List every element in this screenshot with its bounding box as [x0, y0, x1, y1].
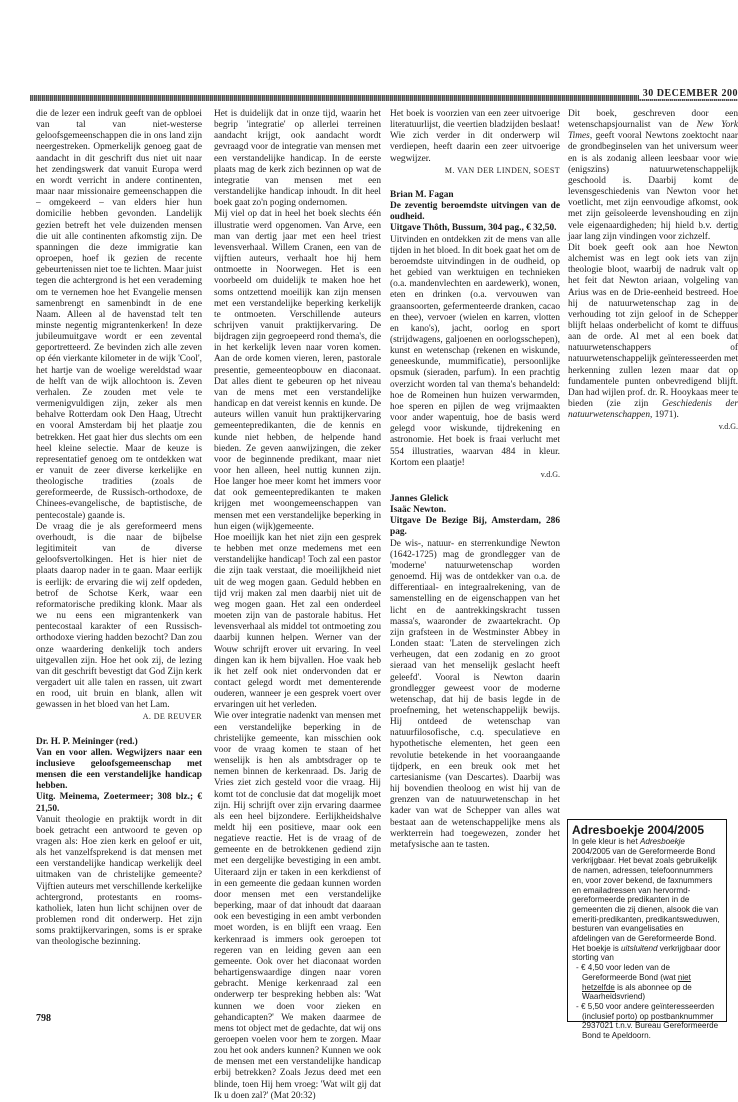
- review-author: Jannes Glelick: [390, 494, 449, 504]
- page-number: 798: [36, 1013, 51, 1024]
- notice-intro: In gele kleur is het Adresboekje 2004/2005 van de Gereformeerde Bond verkrijgbaar. Het bevat zoals gebruikelijk de namen, adressen, telefoonnummers en, voor zover bekend, de faxnummers en emailadressen van hervormd-gereformeerde predikanten in de gemeenten die zij dienen, alsook die van emeriti-predikanten, predikantsweduwen, besturen van evangelisaties en afdelingen van de Gereformeerde Bond. Het boekje is uitsluitend verkrijgbaar door storting van: [572, 837, 721, 963]
- column-1: [36, 109, 202, 949]
- review-body-paragraph: Mij viel op dat in heel het boek slechts één illustratie werd opgenomen. Van Arve, een man van dertig jaar met een heel triest levensverhaal. Willem Cranen, een van de vijftien auteurs, verhaalt hoe hij hem ontmoette in Noorwegen. Het is een voorbeeld om duidelijk te maken hoe het soms ontzettend moeilijk kan zijn mensen met een verstandelijke beperking kerkelijk te ontmoeten. Verschillende auteurs schrijven vanuit praktijkervaring. De bijdragen zijn gegroepeerd rond thema's, die in het kerkelijk leven naar voren komen. Aan de orde komen vieren, leren, pastorale presentie, gemeenteopbouw en diaconaat. Dat alles dient te gebeuren op het niveau van de mens met een verstandelijke handicap en dat vereist kennis en kunde. De auteurs willen vanuit hun praktijkervaring gemeentepredikanten, die de kennis en kunde niet hebben, de helpende hand bieden. Ze geven aanwijzingen, die zeker voor de beginnende predikant, maar niet voor hen alleen, heel nuttig kunnen zijn. Hoe langer hoe meer komt het immers voor dat ook gemeentepredikanten te maken krijgen met woongemeenschappen van mensen met een verstandelijke beperking in hun eigen (wijk)gemeente.: [214, 209, 381, 532]
- column-4: [568, 109, 738, 433]
- price-item: - € 5,50 voor andere geïnteresseerden (inclusief porto) op postbanknummer 2937021 t.n.v. Bureau Gereformeerde Bond te Apeldoorn.: [576, 1001, 719, 1041]
- adresboekje-notice-box: [567, 819, 727, 1041]
- review-signature: A. DE REUVER: [142, 712, 202, 722]
- price-item: - € 4,50 voor leden van de Gereformeerde Bond (wat niet hetzelfde is als abonnee op de Waarheidsvriend): [576, 963, 692, 1002]
- review-header: [36, 737, 202, 815]
- review-publisher: Uitgave De Bezige Bij, Amsterdam, 286 pag.: [390, 516, 560, 538]
- review-body-paragraph: De wis-, natuur- en sterrenkundige Newton (1642-1725) mag de grondlegger van de 'moderne' natuurwetenschap worden genoemd. Hij was de ontdekker van o.a. de differentiaal- en integraalrekening, van de samenstelling en de eigenschappen van het licht en de aantrekkingskracht tussen massa's, waaronder de zwaartekracht. Op zijn grafsteen in de Westminster Abbey in Londen staat: 'Laten de stervelingen zich verheugen, dat een zodanig en zo groot sieraad van het menselijk geslacht heeft geleefd'. Vooral is Newton daarin grondlegger geweest voor de moderne wetenschap, dat hij de basis legde in de proefneming, het wetenschappelijk bewijs. Hij ontdeed de wetenschap van natuurfilosofische, c.q. speculatieve en hypothetische elementen, het geen een revolutie betekende in het vooraangaande tijdperk, en een breuk ook met het cartesianisme (van Descartes). Daarbij was hij bovendien theoloog en wist hij van de grenzen van de natuurwetenschap in het kader van wat de Schepper van alles wat bestaat aan de wetenschappelijke mens als werkterrein had toegewezen, zonder het metafysische aan te tasten.: [390, 538, 560, 850]
- review-body-paragraph: Dit boek, geschreven door een wetenschapsjournalist van de New York Times, geeft vooral Newtons zoektocht naar de grondbeginselen van het universum weer en is als zodanig alleen leesbaar voor wie (enigszins) natuurwetenschappelijk geschoold is. Daarbij komt de levensgeschiedenis van Newton voor het voetlicht, met zijn eenvoudige afkomst, ook met zijn geïsoleerde levenshouding en zijn vele eigenaardigheden; hij hield b.v. dertig jaar lang zijn vindingen voor zichzelf.: [568, 109, 738, 242]
- review-body-paragraph: Het is duidelijk dat in onze tijd, waarin het begrip 'integratie' op allerlei terreinen aandacht krijgt, ook aandacht wordt gevraagd voor de integratie van mensen met een verstandelijke handicap. In de eerste plaats mag de kerk zich bezinnen op wat de integratie van mensen met een verstandelijke handicap inhoudt. In dit heel boek gaat zo'n poging ondernomen.: [214, 109, 381, 209]
- price-list: [572, 963, 722, 1041]
- column-2: [214, 109, 381, 1102]
- review-title: Van en voor allen. Wegwijzers naar een inclusieve geloofsgemeenschap met mensen die een verstandelijke handicap hebben.: [36, 747, 202, 792]
- header-rule: [30, 95, 738, 101]
- review-body-paragraph: Uitvinden en ontdekken zit de mens van alle tijden in het bloed. In dit boek gaat het om de beroemdste uitvindingen in de oudheid, op het gebied van werktuigen en technieken (o.a. mandenvlechten en aardewerk), wonen, eten en drinken (o.a. vervouwen van graansoorten, gefermenteerde dranken, cacao en thee), vervoer (wielen en karren, vlotten en kano's), jacht, oorlog en sport (strijdwagens, galjoenen en oorlogsschepen), kunst en wetenschap (rekenen en wiskunde, geneeskunde, mummificatie), persoonlijke opsmuk (sieraden, parfum). In een prachtig overzicht worden tal van thema's behandeld: hoe de Romeinen hun huizen verwarmden, hoe speren en pijlen de weg vrijmaakten voor ander wapentuig, hoe de basis werd gelegd voor wiskunde, tijdrekening en astronomie. Het boek is fraai verlucht met 554 illustraties, waarvan 484 in kleur. Kortom een plaatje!: [390, 234, 560, 468]
- review-body-paragraph: Het boek is voorzien van een zeer uitvoerige literatuurlijst, die veertien bladzijden beslaat! Wie zich verder in dit onderwerp wil verdiepen, heeft daarin een zeer uitvoerige wegwijzer.: [390, 109, 560, 164]
- review-header: [390, 494, 560, 539]
- issue-date: 30 DECEMBER 200: [639, 88, 738, 99]
- review-header: [390, 190, 560, 235]
- review-publisher: Uitg. Meinema, Zoetermeer; 308 blz.; € 21,50.: [36, 792, 202, 814]
- review-body-paragraph: Wie over integratie nadenkt van mensen met een verstandelijke beperking in de christelijke gemeente, kan misschien ook voor de vraag komen te staan of het wenselijk is hen als ambtsdrager op te nemen binnen de kerkenraad. Ds. Jarig de Vries ziet zich gesteld voor die vraag. Hij komt tot de conclusie dat dat mogelijk moet zijn. Hij schrijft over zijn ervaring daarmee als een heel bijzondere. Eerlijkheidshalve meldt hij een positieve, maar ook een negatieve reactie. Het is de vraag of de gemeente en de betrokkenen gediend zijn met een dergelijke bevestiging in een ambt. Uiteraard zijn er taken in een kerkdienst of in een gemeente die gedaan kunnen worden door mensen met een verstandelijke beperking, maar of dat inhoudt dat daaraan ook een bevestiging in een ambt verbonden moet worden, is en blijft een vraag. Een kerkenraad is immers ook geroepen tot regeren van en leiding geven aan een gemeente. Ook over het diaconaat worden behartigenswaardige dingen naar voren gebracht. Menige kerkenraad zal een onderwerp ter bespreking hebben als: 'Wat kunnen we doen voor zieken en gehandicapten?' We maken daarmee de mens tot object met de gedachte, dat wij ons geroepen voelen voor hem te zorgen. Maar zou het ook anders kunnen? Kunnen we ook de mensen met een verstandelijke handicap erbij betrekken? Zoals Jezus deed met een blinde, toen Hij hem vroeg: 'Wat wilt gij dat Ik u doen zal?' (Mat 20:32): [214, 711, 381, 1101]
- review-author: Dr. H. P. Meininger (red.): [36, 736, 138, 747]
- review-title: Isaäc Newton.: [390, 505, 447, 516]
- notice-title: Adresboekje 2004/2005: [572, 823, 705, 837]
- review-title: De zeventig beroemdste uitvingen van de oudheid.: [390, 201, 560, 223]
- review-body-paragraph: Hoe moeilijk kan het niet zijn een gesprek te hebben met onze medemens met een verstandelijke handicap! Toch zal een pastor die zijn taak verstaat, die moeilijkheid niet uit de weg mogen gaan. Geduld hebben en tijd vrij maken zal men daarbij niet uit de weg mogen gaan. Het zal een onderdeel moeten zijn van de pastorale habitus. Het levensverhaal als middel tot ontmoeting zou daarbij kunnen helpen. Werner van der Wouw schrijft erover uit ervaring. In veel dingen kan ik hem bijvallen. Hoe vaak heb ik het zelf ook niet ondervonden dat er contact gelegd wordt met dementerende ouderen, wanneer je een gesprek voert over ervaringen uit het verleden.: [214, 532, 381, 711]
- review-signature: v.d.G.: [718, 422, 738, 432]
- review-body-paragraph: Vanuit theologie en praktijk wordt in dit boek getracht een antwoord te geven op vragen als: Hoe zien kerk en geloof er uit, als het vanzelfsprekend is dat mensen met een verstandelijke handicap werkelijk deel uitmaken van de christelijke gemeente? Vijftien auteurs met verschillende kerkelijke achtergrond, protestants en rooms-katholiek, laten hun licht schijnen over de problemen rond dit onderwerp. Het zijn soms praktijkervaringen, soms is er sprake van theologische bezinning.: [36, 814, 203, 948]
- review-body-paragraph: Dit boek geeft ook aan hoe Newton alchemist was en legt ook iets van zijn theologie bloot, waarbij de nadruk valt op het feit dat Newton ariaan, volgeling van Arius was en de Drie-eenheid bestreed. Hoe hij de natuurwetenschap zag in de verhouding tot zijn geloof in de Schepper blijft helaas onderbelicht of komt te diffuus aan de orde. Al met al een boek dat natuurwetenschappers of natuurwetenschappelijk geïnteresseerden met herkenning zullen lezen maar dat op fundamentele punten onbevredigend blijft. Dan had wijlen prof. dr. R. Hooykaas meer te bieden (zie zijn Geschiedenis der natuurwetenschappen, 1971).: [568, 242, 738, 421]
- review-publisher: Uitgave Thôth, Bussum, 304 pag., € 32,50.: [390, 223, 557, 234]
- review-body-paragraph: De vraag die je als gereformeerd mens overhoudt, is die naar de bijbelse legitimiteit van de diverse geloofsvertolkingen. Het is hier niet de plaats daarop nader in te gaan. Maar eerlijk is eerlijk: de ervaring die wij zelf opdeden, betrof de Schotse Kerk, waar een reformatorische prediking klonk. Maar als we nu eens een migrantenkerk van pentecostaal karakter of een Russisch-orthodoxe viering hadden bezocht? Dan zou onze waardering denkelijk toch anders uitgevallen zijn. Hoe het ook zij, de lezing van dit geschrift bevestigt dat God Zijn kerk vergadert uit alle talen en rassen, uit zwart en rood, uit bruin en blank, allen wit gewassen in het bloed van het Lam.: [36, 521, 202, 711]
- review-author: Brian M. Fagan: [390, 189, 454, 200]
- review-body-paragraph: die de lezer een indruk geeft van de opbloei van tal van niet-westerse geloofsgemeenschappen die in ons land zijn neergestreken. Opmerkelijk genoeg gaat de aandacht in dit geschrift dus niet uit naar het zendingswerk dat vanuit Europa werd en wordt verricht in andere continenten, maar naar missionaire gemeenschappen die – omgekeerd – van elders hier hun domicilie hebben gevonden. Landelijk gezien betreft het vele duizenden mensen die uit alle continenten afkomstig zijn. De spanningen die deze immigratie kan oproepen, hoef ik gezien de recente gebeurtenissen niet toe te lichten. Maar juist tegen die achtergrond is het een verademing om te vernemen hoe het Evangelie mensen samenbrengt en samenbindt in de ene Naam. Alleen al de havenstad telt ten minste negentig migrantenkerken! In deze jubileumuitgave wordt er een zevental geportretteerd. Ze bevinden zich alle zeven op één vierkante kilometer in de wijk 'Cool', het hartje van de woelige wereldstad waar de helft van de wijk allochtoon is. Zeven verhalen. Ze zouden met vele te vermenigvuldigen zijn, zeker als men behalve Rotterdam ook Den Haag, Utrecht en vooral Amsterdam bij het plaatje zou betrekken. Het gaat hier dus slechts om een heel kleine selectie. Maar de keuze is representatief genoeg om te ontdekken wat er vanuit de zeer diverse kerkelijke en theologische tradities (zoals de gereformeerde, de Russisch-orthodoxe, de Chinees-evangelische, de baptistische, de pentecostale) gaande is.: [36, 109, 202, 521]
- review-signature: v.d.G.: [540, 469, 560, 479]
- review-signature: M. VAN DER LINDEN, SOEST: [444, 165, 560, 175]
- column-3: [390, 109, 560, 851]
